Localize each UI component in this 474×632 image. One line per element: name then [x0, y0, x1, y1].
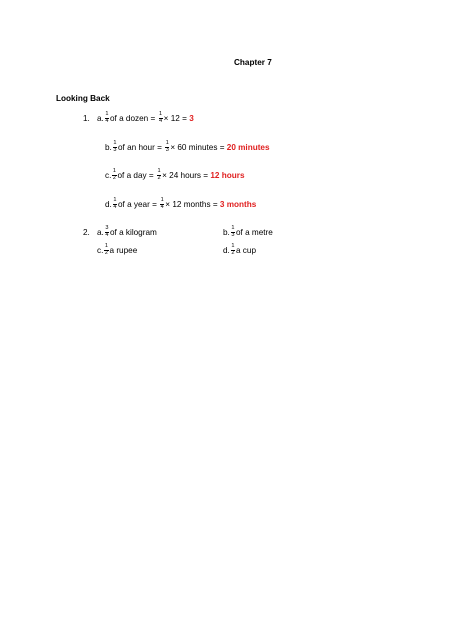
- section-title: Looking Back: [56, 94, 110, 103]
- item-text: of a day =: [117, 170, 154, 180]
- item-text: × 60 minutes =: [170, 142, 225, 152]
- fraction: $\frac{1}{4}$: [159, 111, 163, 124]
- fraction: $\frac{1}{2}$: [104, 243, 108, 256]
- fraction: $\frac{1}{4}$: [113, 197, 117, 210]
- item-text: × 24 hours =: [162, 170, 209, 180]
- answer: 3 months: [219, 199, 257, 209]
- fraction: $\frac{1}{3}$: [231, 225, 235, 238]
- fraction: $\frac{1}{3}$: [113, 140, 117, 153]
- item-label: c.: [97, 245, 104, 255]
- item-text: of a metre: [235, 227, 273, 237]
- item-text: of a dozen =: [109, 113, 156, 123]
- answer: 20 minutes: [226, 142, 270, 152]
- question-1-number: 1.: [83, 114, 90, 123]
- answer: 3: [189, 113, 194, 123]
- q2-item-a: [97, 225, 157, 239]
- item-label: a.: [97, 227, 104, 237]
- fraction: $\frac{1}{3}$: [165, 140, 169, 153]
- item-text: of an hour =: [117, 142, 162, 152]
- item-label: b.: [105, 142, 112, 152]
- q1-item-a: [97, 111, 194, 125]
- answer: 12 hours: [210, 170, 245, 180]
- chapter-heading: Chapter 7: [234, 58, 272, 67]
- item-text: of a kilogram: [109, 227, 157, 237]
- q1-item-d: [105, 197, 256, 211]
- q1-item-c: [105, 168, 245, 182]
- q2-item-b: [223, 225, 273, 239]
- fraction: $\frac{3}{4}$: [105, 225, 109, 238]
- item-label: c.: [105, 170, 112, 180]
- item-text: a cup: [235, 245, 256, 255]
- item-text: of a year =: [117, 199, 157, 209]
- fraction: $\frac{1}{2}$: [112, 168, 116, 181]
- fraction: $\frac{1}{4}$: [160, 197, 164, 210]
- fraction: $\frac{1}{4}$: [105, 111, 109, 124]
- q1-item-b: [105, 140, 270, 154]
- fraction: $\frac{1}{2}$: [157, 168, 161, 181]
- fraction: $\frac{1}{2}$: [231, 243, 235, 256]
- q2-item-d: [223, 243, 256, 257]
- item-text: × 12 months =: [165, 199, 218, 209]
- item-text: a rupee: [109, 245, 138, 255]
- item-label: a.: [97, 113, 104, 123]
- item-label: d.: [223, 245, 230, 255]
- item-label: b.: [223, 227, 230, 237]
- item-text: × 12 =: [163, 113, 187, 123]
- item-label: d.: [105, 199, 112, 209]
- question-2-number: 2.: [83, 228, 90, 237]
- q2-item-c: [97, 243, 137, 257]
